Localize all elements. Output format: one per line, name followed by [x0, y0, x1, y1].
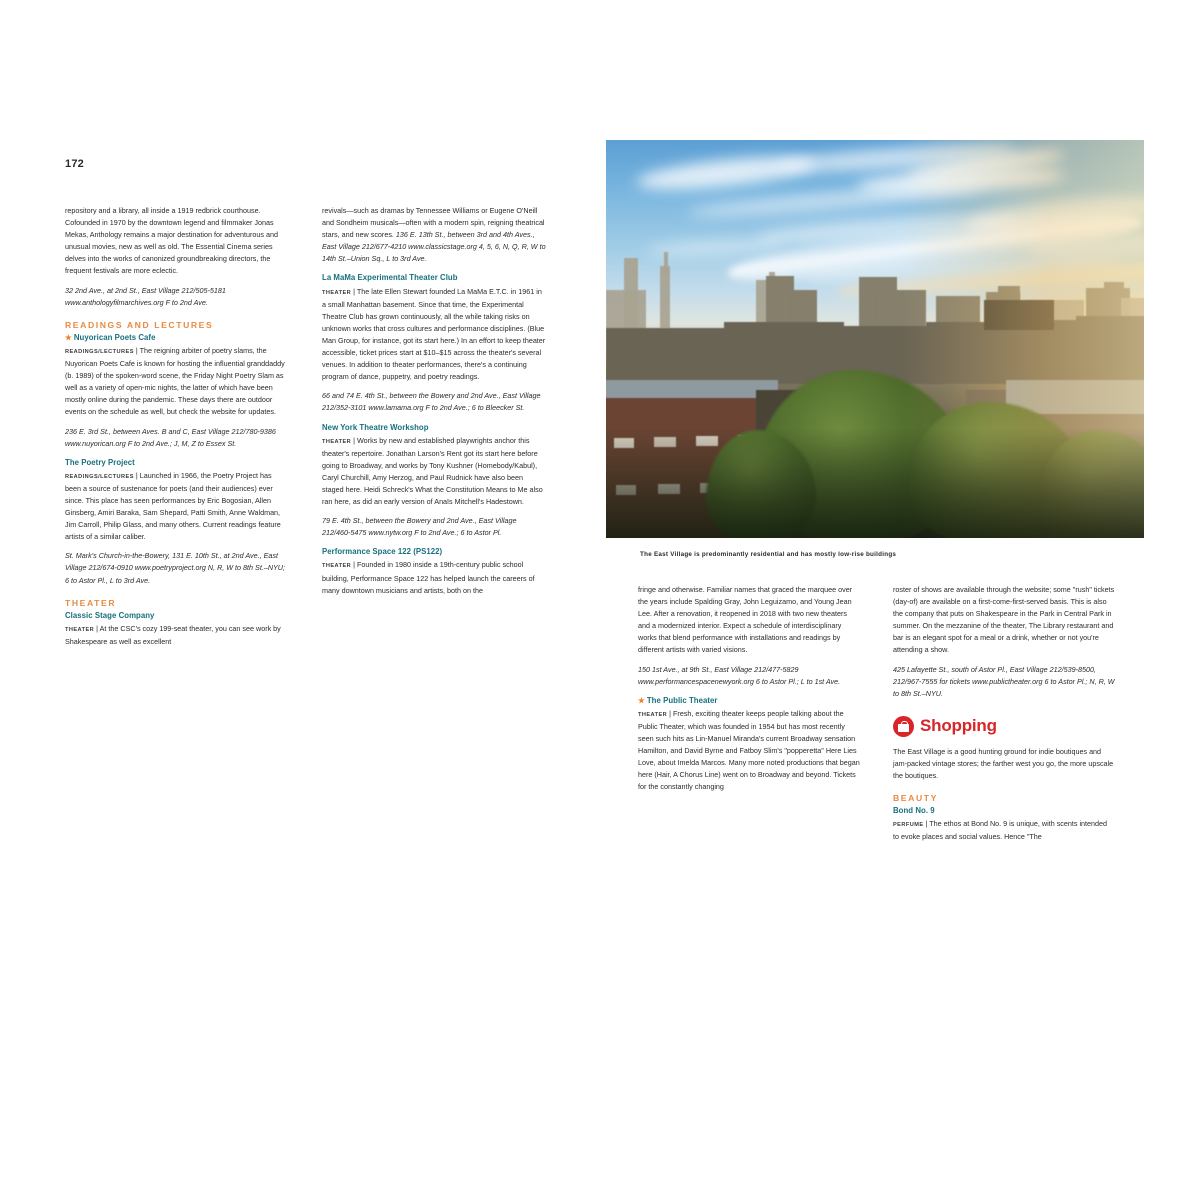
details-nuyorican: 236 E. 3rd St., between Aves. B and C, East Village 212/780-9386 www.nuyorican.org F to 2nd Ave.; J, M, Z to Essex St. [65, 426, 276, 448]
section-title-shopping: Shopping [920, 716, 997, 736]
paragraph-ps122-continued: fringe and otherwise. Familiar names that graced the marquee over the years include Spalding Gray, John Leguizamo, and Young Jean Lee. After a renovation, it reopened in 2018 with two new theaters and a modernized interior. Expect a schedule of interdisciplinary works that blend performance with installations and readings by different artists with varied visions. [638, 585, 853, 655]
poi-classic-stage-company: Classic Stage Company [65, 610, 155, 620]
tag-theater: THEATER [638, 711, 668, 718]
section-heading-shopping [893, 716, 1115, 737]
tag-theater: THEATER [322, 289, 352, 296]
paragraph-shopping-intro: The East Village is a good hunting ground for indie boutiques and jam-packed vintage stores; the farther west you go, the more upscale the boutiques. [893, 746, 1114, 781]
tag-theater: THEATER [65, 626, 95, 633]
star-icon: ★ [638, 695, 645, 705]
paragraph-public-theater-continued: roster of shows are available through the website; some "rush" tickets (day-of) are available on a first-come-first-served basis. This is also the company that puts on Shakespeare in the Park in Central Park in summer. On the mezzanine of the theater, The Library restaurant and bar is an elegant spot for a meal or a drink, whether or not you're attending a show. [893, 585, 1115, 655]
poi-la-mama: La MaMa Experimental Theater Club [322, 273, 458, 283]
details-anthology: 32 2nd Ave., at 2nd St., East Village 212/505-5181 www.anthologyfilmarchives.org F to 2nd Ave. [65, 285, 226, 307]
shopping-bag-icon [893, 716, 914, 737]
poi-the-poetry-project: The Poetry Project [65, 457, 135, 467]
text-column-4 [893, 584, 1115, 844]
paragraph-poetry-project: READINGS/LECTURES | Launched in 1966, the Poetry Project has been a source of sustenance for poets (and their audiences) ever since. This place has seen performances by Eric Bogosian, Allen Ginsberg, Amiri Baraka, Sam Shepard, Patti Smith, Anne Waldman, Jim Carroll, Philip Glass, and many others. Current readings feature artists of a similar caliber. [65, 470, 281, 542]
paragraph-public-theater: THEATER | Fresh, exciting theater keeps people talking about the Public Theater, which was founded in 1954 but has most recently seen such hits as Lin-Manuel Miranda's current Broadway sensation Hamilton, and David Byrne and Fatboy Slim's "popperetta" Here Lies Love, about Imelda Marcos. Many more noted productions that began here (Hair, A Chorus Line) went on to Broadway and beyond. Tickets for the constantly changing [638, 708, 860, 792]
poi-bond-no-9: Bond No. 9 [893, 806, 935, 816]
details-poetry-project: St. Mark's Church-in-the-Bowery, 131 E. 10th St., at 2nd Ave., East Village 212/674-0910 www.poetryproject.org N, R, W to 8th St.–NYU; 6 to Astor Pl., L to 3rd Ave. [65, 551, 285, 585]
paragraph-anthology-continued: repository and a library, all inside a 1919 redbrick courthouse. Cofounded in 1970 by the downtown legend and filmmaker Jonas Mekas, Anthology remains a major destination for adventurous and unusual movies, new as well as old. The Essential Cinema series delves into the works of canonized groundbreaking directors, the frequent festivals are more eclectic. [65, 206, 278, 276]
category-readings-and-lectures: READINGS AND LECTURES [65, 319, 214, 330]
paragraph-nuyorican: READINGS/LECTURES | The reigning arbiter of poetry slams, the Nuyorican Poets Cafe is known for hosting the influential granddaddy (b. 1989) of the spoken-word scene, the Friday Night Poetry Slam as well as a variety of open-mic nights, the latter of which have been mostly online during the pandemic. These days there are outdoor events on the schedule as well, but check the website for updates. [65, 345, 285, 417]
photo-caption: The East Village is predominantly residential and has mostly low-rise buildings [640, 551, 897, 558]
details-public-theater: 425 Lafayette St., south of Astor Pl., East Village 212/539-8500, 212/967-7555 for tickets www.publictheater.org 6 to Astor Pl.; N, R, W to 8th St.–NYU. [893, 664, 1115, 698]
details-nytw: 79 E. 4th St., between the Bowery and 2nd Ave., East Village 212/460-5475 www.nytw.org F to 2nd Ave.; 6 to Astor Pl. [322, 516, 517, 538]
hero-photo [606, 140, 1144, 538]
paragraph-ps122: THEATER | Founded in 1980 inside a 19th-century public school building, Performance Space 122 has helped launch the careers of many downtown musicians and artists, both on the [322, 560, 535, 595]
tag-theater: THEATER [322, 438, 352, 445]
page-number: 172 [65, 158, 84, 170]
text-column-3 [638, 584, 860, 794]
details-ps122: 150 1st Ave., at 9th St., East Village 212/477-5829 www.performancespacenewyork.org 6 to Astor Pl.; L to 1st Ave. [638, 664, 841, 686]
poi-new-york-theatre-workshop: New York Theatre Workshop [322, 422, 429, 432]
details-la-mama: 66 and 74 E. 4th St., between the Bowery and 2nd Ave., East Village 212/352-3101 www.lamama.org F to 2nd Ave.; 6 to Bleecker St. [322, 391, 541, 413]
poi-the-public-theater: ★ The Public Theater [638, 695, 718, 705]
paragraph-bond-no-9: PERFUME | The ethos at Bond No. 9 is unique, with scents intended to evoke places and social values. Hence "The [893, 819, 1108, 842]
tag-readings-lectures: READINGS/LECTURES [65, 348, 134, 355]
category-beauty: BEAUTY [893, 793, 938, 804]
text-column-1 [65, 205, 289, 648]
tag-perfume: PERFUME [893, 822, 924, 829]
tag-readings-lectures: READINGS/LECTURES [65, 473, 134, 480]
details-classic-stage: 136 E. 13th St., between 3rd and 4th Aves., East Village 212/677-4210 www.classicstage.org 4, 5, 6, N, Q, R, W to 14th St.–Union Sq., L to 3rd Ave. [322, 230, 546, 264]
paragraph-classic-stage: THEATER | At the CSC's cozy 199-seat theater, you can see work by Shakespeare as well as excellent [65, 623, 281, 646]
star-icon: ★ [65, 332, 72, 342]
category-theater: THEATER [65, 597, 117, 608]
paragraph-classic-stage-continued: revivals—such as dramas by Tennessee Williams or Eugene O'Neill and Sondheim musicals—often with a modern spin, reigning theatrical stars, and new scores. 136 E. 13th St., between 3rd and 4th Aves., East Village 212/677-4210 www.classicstage.org 4, 5, 6, N, Q, R, W to 14th St.–Union Sq., L to 3rd Ave. [322, 206, 546, 264]
text-column-2 [322, 205, 546, 597]
tag-theater: THEATER [322, 563, 352, 570]
photo-skyline [606, 140, 1144, 538]
paragraph-nytw: THEATER | Works by new and established playwrights anchor this theater's repertoire. Jonathan Larson's Rent got its start here before going to Broadway, and works by Tony Kushner (Homebody/Kabul), Caryl Churchill, Amy Herzog, and Paul Rudnick have also been staged here. Heidi Schreck's What the Constitution Means to Me also ran here, as did an early version of Anaïs Mitchell's Hadestown. [322, 435, 543, 507]
paragraph-la-mama: THEATER | The late Ellen Stewart founded La MaMa E.T.C. in 1961 in a small Manhattan basement. Since that time, the Experimental Theatre Club has grown continuously, all the while taking risks on unknown works that cross cultures and performance disciplines. (Blue Man Group, for instance, got its start here.) In an effort to keep theater accessible, ticket prices start at $10–$15 across the theater's several venues. In addition to theater performances, there's a continuing program of dance, puppetry, and poetry readings. [322, 286, 546, 382]
poi-performance-space-122: Performance Space 122 (PS122) [322, 547, 443, 557]
poi-nuyorican-poets-cafe: ★ Nuyorican Poets Cafe [65, 332, 156, 342]
